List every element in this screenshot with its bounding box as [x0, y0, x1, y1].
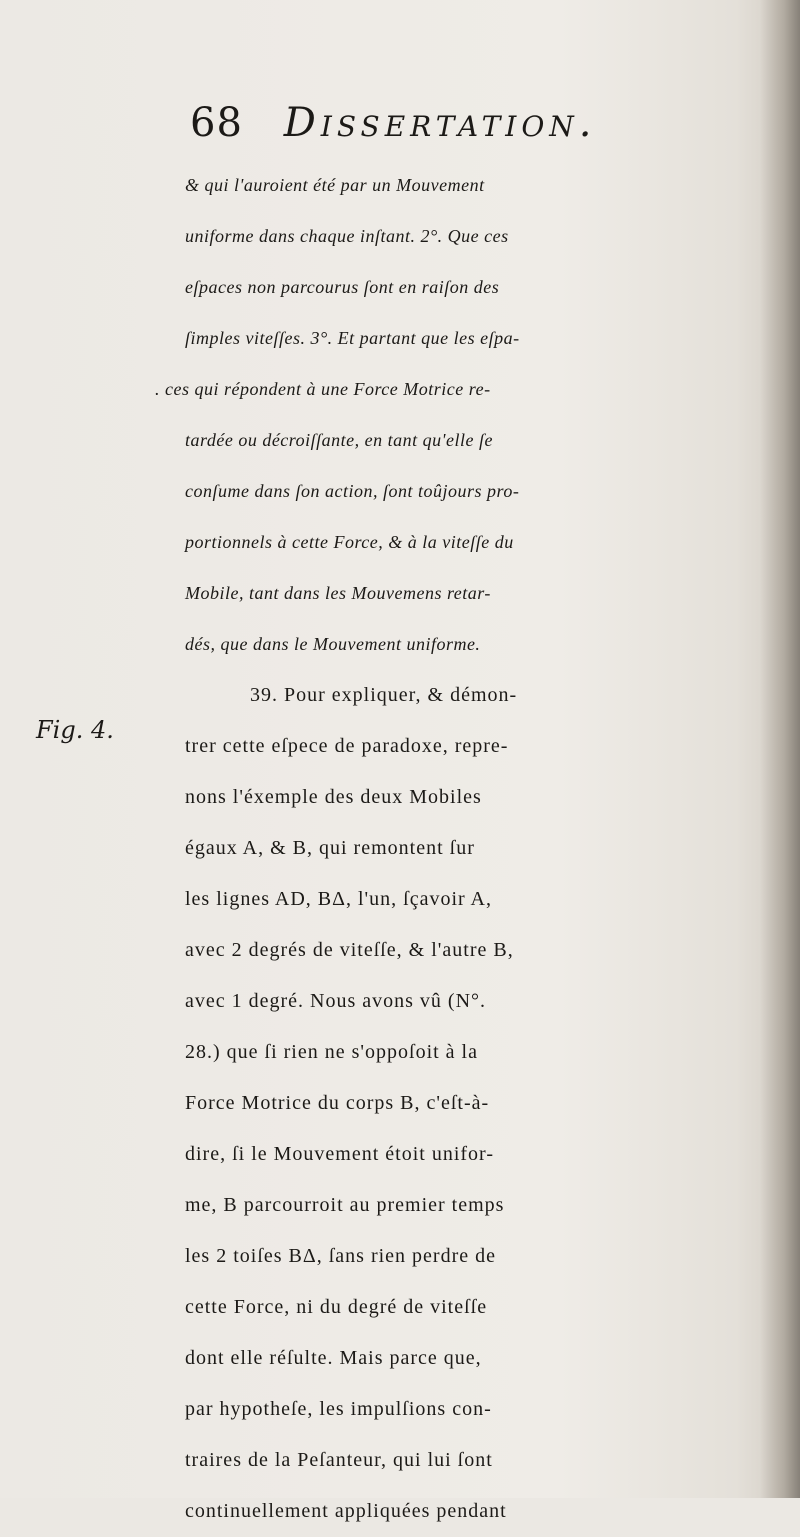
- text-line: tardée ou décroiſſante, en tant qu'elle ſe: [185, 430, 493, 450]
- text-line: 28.) que ſi rien ne s'oppoſoit à la: [185, 1041, 478, 1063]
- text-line: eſpaces non parcourus ſont en raiſon des: [185, 277, 500, 297]
- text-line: ſimples viteſſes. 3°. Et partant que les eſpa-: [185, 328, 520, 348]
- text-line: dés, que dans le Mouvement uniforme.: [185, 634, 481, 654]
- text-line: 39. Pour expliquer, & démon-: [250, 684, 518, 706]
- text-line: . ces qui répondent à une Force Motrice re-: [155, 379, 491, 399]
- text-line: par hypotheſe, les impulſions con-: [185, 1398, 492, 1420]
- text-line: les lignes AD, BΔ, l'un, ſçavoir A,: [185, 888, 493, 910]
- text-line: avec 1 degré. Nous avons vû (N°.: [185, 990, 487, 1012]
- body-text: [155, 160, 785, 1537]
- page-number: 68: [190, 100, 243, 146]
- text-line: avec 2 degrés de viteſſe, & l'autre B,: [185, 939, 514, 961]
- text-line: portionnels à cette Force, & à la viteſſe du: [185, 532, 514, 552]
- running-header: [190, 100, 597, 146]
- running-title: Dissertation.: [283, 100, 597, 146]
- text-line: Force Motrice du corps B, c'eſt-à-: [185, 1092, 490, 1114]
- text-line: traires de la Peſanteur, qui lui ſont: [185, 1449, 493, 1471]
- text-line: les 2 toiſes BΔ, ſans rien perdre de: [185, 1245, 497, 1267]
- text-line: Mobile, tant dans les Mouvemens retar-: [185, 583, 491, 603]
- text-line: égaux A, & B, qui remontent ſur: [185, 837, 475, 859]
- text-line: cette Force, ni du degré de viteſſe: [185, 1296, 488, 1318]
- text-line: & qui l'auroient été par un Mouvement: [185, 175, 485, 195]
- text-line: continuellement appliquées pendant: [185, 1500, 507, 1522]
- text-line: nons l'éxemple des deux Mobiles: [185, 786, 482, 808]
- text-line: conſume dans ſon action, ſont toûjours pro-: [185, 481, 520, 501]
- text-line: me, B parcourroit au premier temps: [185, 1194, 505, 1216]
- figure-reference: Fig. 4.: [36, 716, 114, 744]
- text-line: trer cette eſpece de paradoxe, repre-: [185, 735, 509, 757]
- text-line: dont elle réſulte. Mais parce que,: [185, 1347, 482, 1369]
- text-line: dire, ſi le Mouvement étoit unifor-: [185, 1143, 494, 1165]
- text-line: uniforme dans chaque inſtant. 2°. Que ces: [185, 226, 509, 246]
